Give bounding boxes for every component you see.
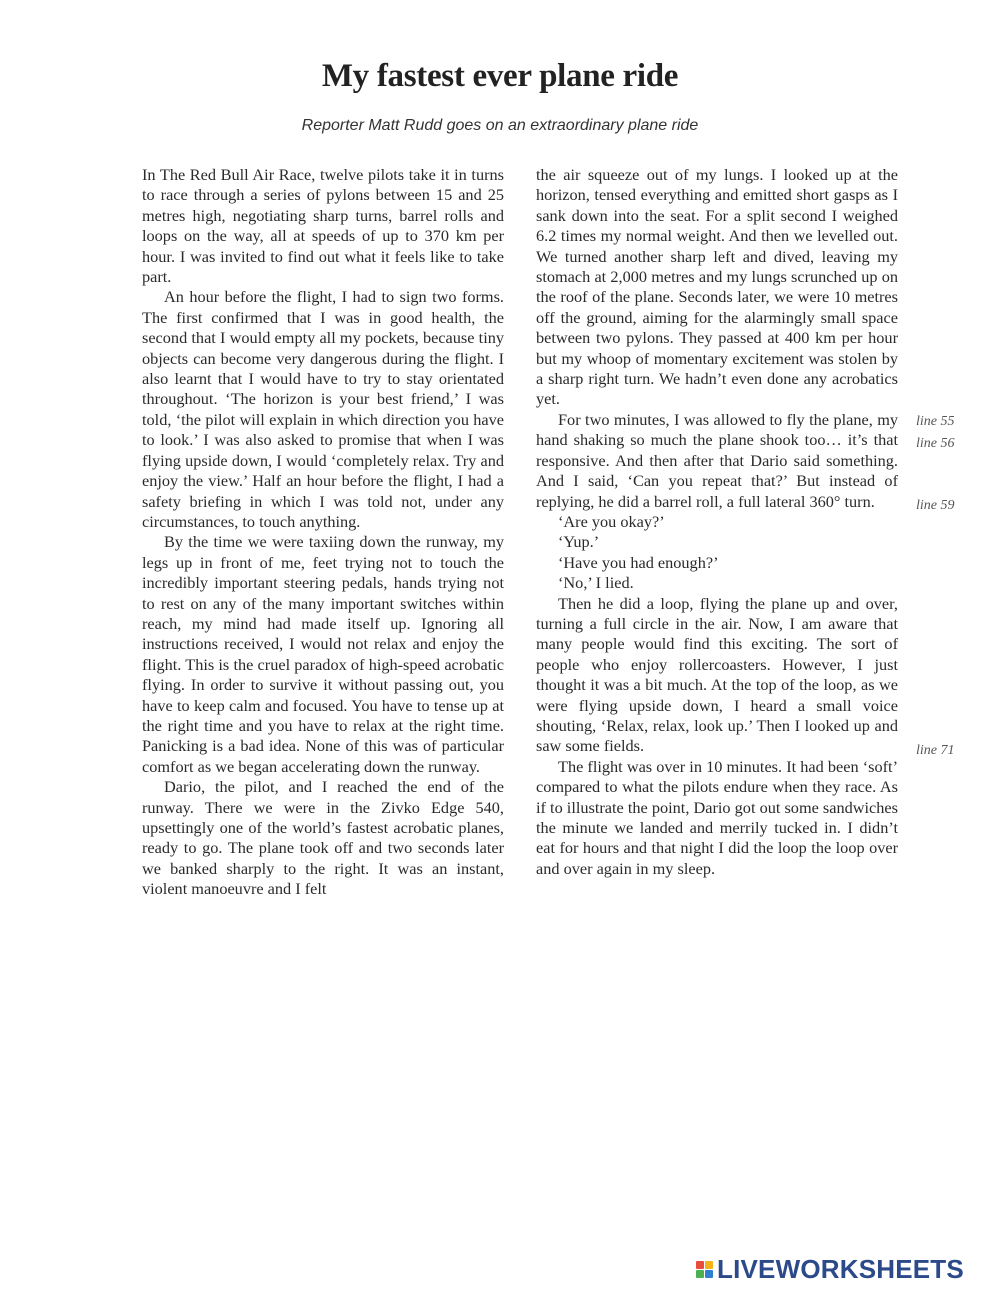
paragraph: Dario, the pilot, and I reached the end of the runway. There we were in the Zivko Edge 540, upsettingly one of the world’s fastest acrobatic planes, ready to go. The plane took off and two seconds later we banked sharply to the right. It was an instant, violent manoeuvre and I felt	[142, 777, 504, 899]
dialogue-line: ‘Are you okay?’	[558, 511, 665, 531]
logo-tile	[696, 1261, 704, 1269]
right-column	[536, 165, 898, 879]
paragraph: The flight was over in 10 minutes. It had been ‘soft’ compared to what the pilots endure when they race. As if to illustrate the point, Dario got out some sandwiches the minute we landed and merrily tucked in. I didn’t eat for hours and that night I did the loop the loop over and over again in my sleep.	[536, 756, 898, 878]
line-marker: line 55	[916, 414, 955, 429]
paragraph: An hour before the flight, I had to sign two forms. The first confirmed that I was in good health, the second that I would empty all my pockets, because tiny objects can become very dangerous during the flight. I also learnt that I would have to try to stay orientated throughout. ‘The horizon is your best friend,’ I was told, ‘the pilot will explain in which direction you have to look.’ I was also asked to promise that when I was flying upside down, I would ‘completely relax. Try and enjoy the view.’ Half an hour before the flight, I had a safety briefing in which I was told not, under any circumstances, to touch anything.	[142, 287, 504, 531]
article-title: My fastest ever plane ride	[321, 58, 679, 94]
dialogue-line: ‘No,’ I lied.	[558, 573, 634, 593]
article-subtitle: Reporter Matt Rudd goes on an extraordinary plane ride	[301, 117, 699, 134]
paragraph: the air squeeze out of my lungs. I looked up at the horizon, tensed everything and emitted short gasps as I sank down into the seat. For a split second I weighed 6.2 times my normal weight. And then we levelled out. We turned another sharp left and dived, leaving my stomach at 2,000 metres and my lungs scrunched up on the roof of the plane. Seconds later, we were 10 metres off the ground, aiming for the alarmingly small space between two pylons. They passed at 400 km per hour but my whoop of momentary excitement was stolen by a sharp right turn. We hadn’t even done any acrobatics yet.	[536, 165, 898, 409]
paragraph: In The Red Bull Air Race, twelve pilots take it in turns to race through a series of pylons between 15 and 25 metres high, negotiating sharp turns, barrel rolls and loops on the way, all at speeds of up to 370 km per hour. I was invited to find out what it feels like to take part.	[142, 165, 504, 287]
brand-name: LIVEWORKSHEETS	[717, 1254, 964, 1284]
left-column	[142, 165, 504, 900]
line-marker: line 59	[916, 498, 955, 513]
line-marker: line 71	[916, 743, 955, 758]
logo-tiles-icon	[696, 1261, 713, 1278]
paragraph: For two minutes, I was allowed to fly the plane, my hand shaking so much the plane shook too… it’s that responsive. And then after that Dario said something. And I said, ‘Can you repeat that?’ But instead of replying, he did a barrel roll, a full lateral 360° turn.	[536, 409, 898, 511]
logo-tile	[705, 1270, 713, 1278]
logo-tile	[705, 1261, 713, 1269]
dialogue-line: ‘Have you had enough?’	[558, 552, 719, 572]
paragraph: Then he did a loop, flying the plane up and over, turning a full circle in the air. Now, I am aware that many people would find this exciting. The sort of people who enjoy rollercoasters. However, I just thought it was a bit much. At the top of the loop, as we were flying upside down, I heard a small voice shouting, ‘Relax, relax, look up.’ Then I looked up and saw some fields.	[536, 593, 898, 756]
line-marker: line 56	[916, 436, 955, 451]
paragraph: By the time we were taxiing down the runway, my legs up in front of me, feet trying not to touch the incredibly important steering pedals, hands trying not to rest on any of the many important switches within reach, my mind had made itself up. Ignoring all instructions received, I would not relax and enjoy the flight. This is the cruel paradox of high-speed acrobatic flying. In order to survive it without passing out, you have to keep calm and focused. You have to tense up at the right time and you have to relax at the right time. Panicking is a bad idea. None of this was of particular comfort as we began accelerating down the runway.	[142, 532, 504, 776]
liveworksheets-logo	[696, 1254, 964, 1285]
logo-tile	[696, 1270, 704, 1278]
dialogue-line: ‘Yup.’	[558, 532, 600, 552]
